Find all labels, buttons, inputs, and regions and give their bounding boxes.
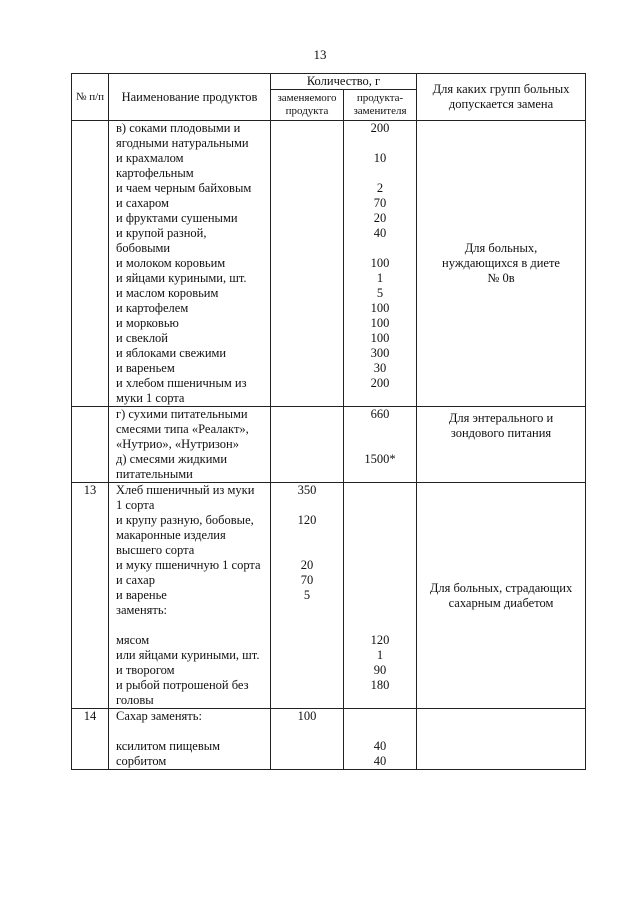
cell-line bbox=[271, 603, 343, 618]
cell-line: 2 bbox=[376, 181, 384, 195]
cell-line bbox=[344, 558, 416, 573]
cell-line: и рыбой потрошеной без bbox=[116, 678, 249, 692]
substitute-amounts bbox=[344, 483, 417, 709]
product-names bbox=[109, 121, 271, 407]
replaced-amounts bbox=[271, 121, 344, 407]
cell-line: № 0в bbox=[487, 271, 515, 285]
cell-line: Для энтерального и bbox=[448, 411, 554, 425]
cell-line bbox=[271, 678, 343, 693]
cell-line: и крахмалом bbox=[116, 151, 184, 165]
product-names bbox=[109, 483, 271, 709]
cell-line bbox=[344, 603, 416, 618]
cell-line bbox=[271, 618, 343, 633]
patient-group bbox=[417, 407, 586, 483]
group-text bbox=[417, 411, 585, 441]
cell-line: 100 bbox=[297, 709, 317, 723]
cell-line: и вареньем bbox=[116, 361, 175, 375]
replaced-amounts bbox=[271, 407, 344, 483]
header-patient-groups: Для каких групп больных допускается замена bbox=[417, 74, 586, 121]
cell-line: нуждающихся в диете bbox=[442, 256, 560, 270]
cell-line: 40 bbox=[373, 226, 387, 240]
cell-line: картофельным bbox=[116, 166, 194, 180]
table-row bbox=[72, 483, 586, 709]
cell-line: бобовыми bbox=[116, 241, 171, 255]
header-substitute-product: продукта-заменителя bbox=[344, 90, 417, 121]
cell-line: 70 bbox=[300, 573, 314, 587]
cell-line: Хлеб пшеничный из муки bbox=[116, 483, 255, 497]
table-row bbox=[72, 709, 586, 770]
cell-line: 40 bbox=[373, 739, 387, 753]
cell-line: головы bbox=[116, 693, 154, 707]
cell-line bbox=[271, 528, 343, 543]
group-text bbox=[417, 581, 585, 611]
table-row bbox=[72, 121, 586, 407]
cell-line: муки 1 сорта bbox=[116, 391, 185, 405]
product-names bbox=[109, 709, 271, 770]
cell-line bbox=[271, 663, 343, 678]
cell-line: 90 bbox=[373, 663, 387, 677]
page-number: 13 bbox=[313, 47, 327, 62]
substitute-amounts bbox=[344, 709, 417, 770]
header-quantity: Количество, г bbox=[271, 74, 417, 90]
cell-line: и молоком коровьим bbox=[116, 256, 226, 270]
cell-line: и яблоками свежими bbox=[116, 346, 227, 360]
row-number bbox=[72, 407, 109, 483]
cell-line: 70 bbox=[373, 196, 387, 210]
cell-line: 30 bbox=[373, 361, 387, 375]
cell-line: и фруктами сушеными bbox=[116, 211, 238, 225]
cell-line: 180 bbox=[370, 678, 390, 692]
cell-line: 100 bbox=[370, 301, 390, 315]
cell-line: 100 bbox=[370, 316, 390, 330]
cell-line: и варенье bbox=[116, 588, 167, 602]
table-header-row bbox=[72, 74, 586, 90]
row-number: 14 bbox=[72, 709, 109, 770]
cell-line: и муку пшеничную 1 сорта bbox=[116, 558, 261, 572]
cell-line: и творогом bbox=[116, 663, 175, 677]
cell-line: 1 bbox=[376, 271, 384, 285]
cell-line bbox=[271, 724, 343, 739]
cell-line: сахарным диабетом bbox=[448, 595, 554, 610]
patient-group bbox=[417, 121, 586, 407]
cell-line: и сахар bbox=[116, 573, 155, 587]
cell-line: 100 bbox=[370, 256, 390, 270]
cell-line bbox=[271, 543, 343, 558]
cell-line: 350 bbox=[297, 483, 317, 497]
cell-line: Для больных, bbox=[464, 241, 538, 255]
cell-line: или яйцами куриными, шт. bbox=[116, 648, 260, 662]
replaced-amounts bbox=[271, 483, 344, 709]
cell-line bbox=[116, 724, 270, 739]
substitute-amounts bbox=[344, 121, 417, 407]
cell-line bbox=[344, 437, 416, 452]
cell-line: и картофелем bbox=[116, 301, 189, 315]
cell-line: и крупой разной, bbox=[116, 226, 207, 240]
cell-line: 5 bbox=[376, 286, 384, 300]
cell-line: ягодными натуральными bbox=[116, 136, 249, 150]
cell-line: 200 bbox=[370, 376, 390, 390]
cell-line: в) соками плодовыми и bbox=[116, 121, 241, 135]
cell-line: 5 bbox=[303, 588, 311, 602]
header-number: № п/п bbox=[72, 74, 109, 121]
cell-line: и свеклой bbox=[116, 331, 168, 345]
cell-line: 300 bbox=[370, 346, 390, 360]
table-row bbox=[72, 407, 586, 483]
patient-group bbox=[417, 709, 586, 770]
cell-line bbox=[271, 754, 343, 769]
cell-line: 20 bbox=[373, 211, 387, 225]
cell-line bbox=[271, 648, 343, 663]
substitute-amounts bbox=[344, 407, 417, 483]
cell-line: 10 bbox=[373, 151, 387, 165]
group-text bbox=[417, 241, 585, 286]
header-product-name: Наименование продуктов bbox=[109, 74, 271, 121]
cell-line: заменять: bbox=[116, 603, 168, 617]
row-number bbox=[72, 121, 109, 407]
cell-line: 1500* bbox=[364, 452, 396, 466]
cell-line bbox=[344, 391, 416, 406]
cell-line bbox=[271, 739, 343, 754]
cell-line bbox=[344, 483, 416, 498]
cell-line bbox=[344, 241, 416, 256]
patient-group bbox=[417, 483, 586, 709]
cell-line: и сахаром bbox=[116, 196, 169, 210]
cell-line bbox=[344, 618, 416, 633]
cell-line: 100 bbox=[370, 331, 390, 345]
cell-line: зондового питания bbox=[450, 426, 552, 440]
cell-line: и крупу разную, бобовые, bbox=[116, 513, 254, 527]
header-replaced-product: заменяемого продукта bbox=[271, 90, 344, 121]
cell-line: 200 bbox=[370, 121, 390, 135]
cell-line: и морковью bbox=[116, 316, 179, 330]
cell-line bbox=[344, 693, 416, 708]
cell-line: питательными bbox=[116, 467, 193, 481]
cell-line: Для больных, страдающих bbox=[429, 580, 573, 595]
product-names bbox=[109, 407, 271, 483]
cell-line: и яйцами куриными, шт. bbox=[116, 271, 247, 285]
cell-line: высшего сорта bbox=[116, 543, 195, 557]
cell-line bbox=[344, 498, 416, 513]
cell-line bbox=[344, 513, 416, 528]
cell-line: Сахар заменять: bbox=[116, 709, 202, 723]
cell-line: «Нутрио», «Нутризон» bbox=[116, 437, 239, 451]
cell-line bbox=[271, 498, 343, 513]
cell-line bbox=[344, 136, 416, 151]
replaced-amounts bbox=[271, 709, 344, 770]
cell-line bbox=[271, 633, 343, 648]
cell-line bbox=[344, 543, 416, 558]
cell-line bbox=[344, 422, 416, 437]
cell-line: ксилитом пищевым bbox=[116, 739, 221, 753]
cell-line bbox=[344, 467, 416, 482]
cell-line: 1 bbox=[376, 648, 384, 662]
cell-line bbox=[344, 724, 416, 739]
cell-line: макаронные изделия bbox=[116, 528, 226, 542]
cell-line: 660 bbox=[370, 407, 390, 421]
cell-line: 40 bbox=[373, 754, 387, 768]
cell-line: и маслом коровьим bbox=[116, 286, 219, 300]
cell-line: 120 bbox=[297, 513, 317, 527]
cell-line: и хлебом пшеничным из bbox=[116, 376, 247, 390]
cell-line: 20 bbox=[300, 558, 314, 572]
cell-line bbox=[344, 709, 416, 724]
cell-line: 120 bbox=[370, 633, 390, 647]
cell-line: г) сухими питательными bbox=[116, 407, 248, 421]
cell-line bbox=[344, 166, 416, 181]
cell-line: и чаем черным байховым bbox=[116, 181, 252, 195]
row-number: 13 bbox=[72, 483, 109, 709]
substitution-table bbox=[71, 73, 586, 770]
cell-line bbox=[116, 618, 270, 633]
cell-line: д) смесями жидкими bbox=[116, 452, 228, 466]
cell-line bbox=[344, 528, 416, 543]
cell-line: 1 сорта bbox=[116, 498, 155, 512]
cell-line bbox=[271, 693, 343, 708]
cell-line: смесями типа «Реалакт», bbox=[116, 422, 249, 436]
cell-line: сорбитом bbox=[116, 754, 167, 768]
cell-line: мясом bbox=[116, 633, 150, 647]
cell-line bbox=[344, 588, 416, 603]
cell-line bbox=[344, 573, 416, 588]
